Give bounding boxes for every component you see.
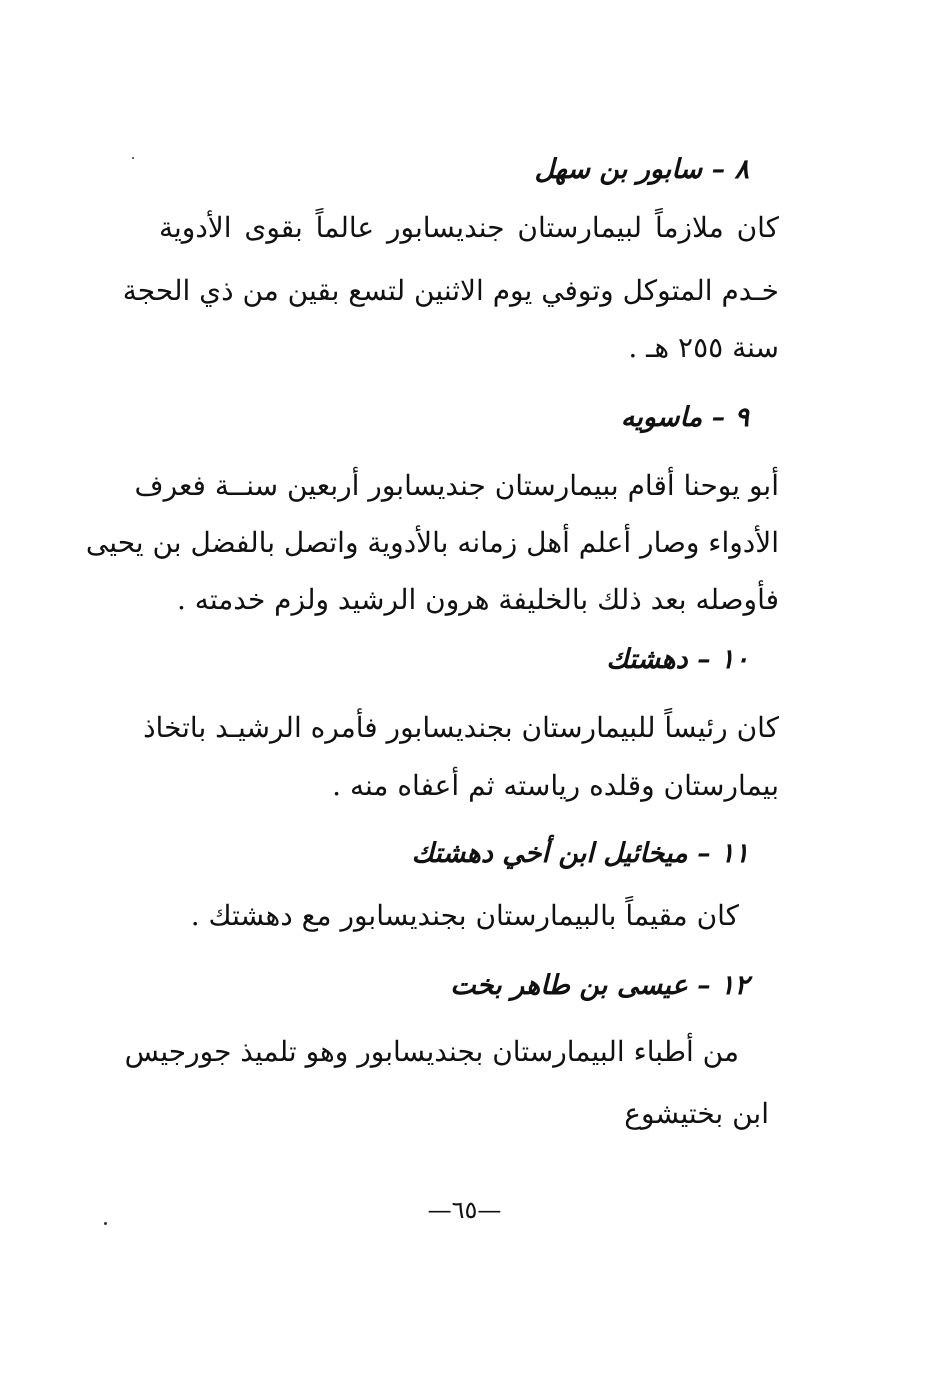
entry-text-line: فأوصله بعد ذلك بالخليفة هرون الرشيد ولزم خدمته . (177, 583, 779, 616)
entry-text-line: كان ملازماً لبيمارستان جنديسابور عالماً بقوى الأدوية (159, 211, 779, 244)
entry-heading: ١٢ – عيسى بن طاهر بخت (450, 970, 749, 1001)
entry-text-line: أبو يوحنا أقام ببيمارستان جنديسابور أربعين سنــة فعرف (134, 469, 779, 502)
entry-text-line: من أطباء البيمارستان بجنديسابور وهو تلميذ جورجيس (124, 1035, 739, 1068)
entry-text-line: كان رئيساً للبيمارستان بجنديسابور فأمره الرشيـد باتخاذ (143, 711, 779, 744)
page-number: —٦٥— (427, 1196, 502, 1224)
entry-text-line: ابن بختيشوع (624, 1097, 769, 1130)
entry-text-line: كان مقيماً بالبيمارستان بجنديسابور مع دهشتك . (190, 899, 739, 932)
entry-text-line: بيمارستان وقلده رياسته ثم أعفاه منه . (332, 769, 779, 802)
entry-text-line: الأدواء وصار أعلم أهل زمانه بالأدوية واتصل بالفضل بن يحيى (85, 526, 779, 559)
entry-text-line: سنة ٢٥٥ هـ . (628, 331, 779, 364)
scan-speck (104, 1222, 107, 1225)
entry-heading: ١١ – ميخائيل ابن أخي دهشتك (411, 838, 749, 869)
entry-heading: ١٠ – دهشتك (606, 644, 749, 675)
entry-heading: ٩ – ماسويه (620, 402, 749, 433)
scan-speck (132, 157, 134, 159)
entry-heading: ٨ – سابور بن سهل (534, 154, 749, 185)
entry-text-line: خـدم المتوكل وتوفي يوم الاثنين لتسع بقين من ذي الحجة (122, 274, 779, 307)
